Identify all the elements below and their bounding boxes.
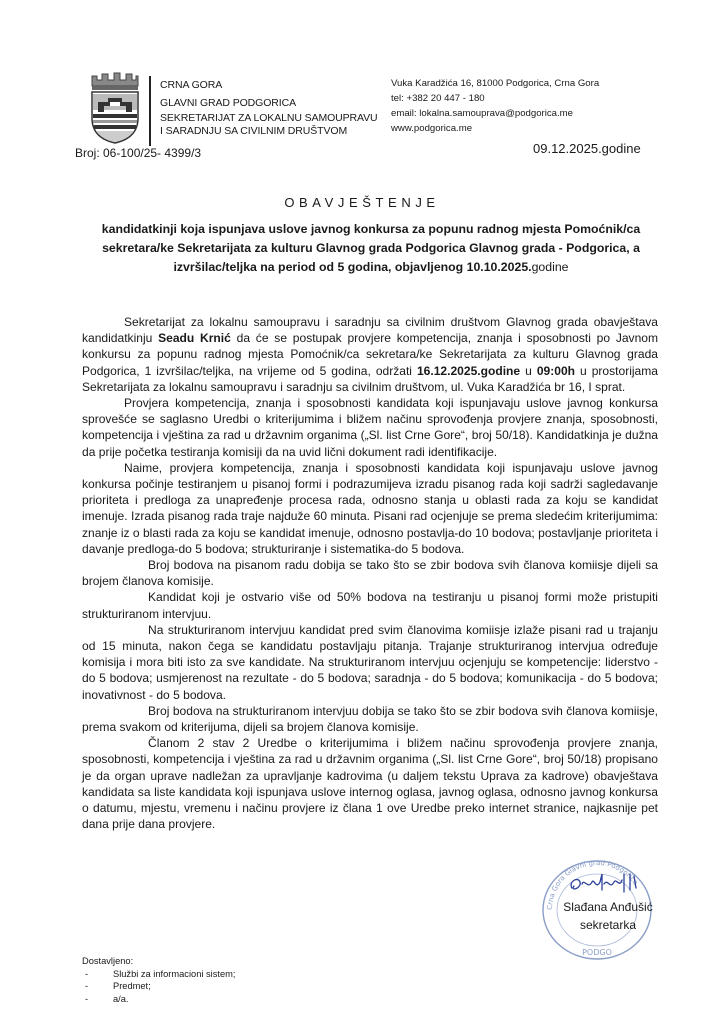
p1-text-d: u prostorijama Sekretarijata za lokalnu samoupravu i saradnju sa civilnim društvom, ul. Vuka Karadžića br 16, I sprat. (82, 363, 658, 394)
bullet-dash: - (85, 993, 89, 1004)
document-body (82, 314, 658, 833)
test-time: 09:00h (536, 363, 575, 378)
paragraph-2: Provjera kompetencija, znanja i sposobnosti kandidata koji ispunjavaju uslove javnog konkursa sprovešće se saglasno Uredbi o kriterijumima i bližem načinu sprovođenja provjere znanja, sposobnosti, kompetencija i vještina za rad u državnim organima („Sl. list Crne Gore“, broj 50/18). Kandidatkinja je dužna da prije početka testiranja komisiji da na uvid lični dokument radi identifikacije. (82, 396, 658, 459)
document-subtitle (82, 220, 660, 277)
org-city: GLAVNI GRAD PODGORICA (160, 97, 296, 109)
subtitle-text: kandidatkinji koja ispunjava uslove javnog konkursa za popunu radnog mjesta Pomoćnik/ca sekretara/ke Sekretarijata za kulturu Glavnog grada Podgorica Glavnog grada - Podgorica, a izvršilac/teljka na period od 5 godina, objavljenog 10.10.2025. (101, 222, 641, 274)
org-department-line2: I SARADNJU SA CIVILNIM DRUŠTVOM (160, 125, 348, 137)
paragraph-4: Broj bodova na pisanom radu dobija se tako što se zbir bodova svih članova komiisje dijeli sa brojem članova komisije. (82, 558, 658, 589)
distribution-item (82, 993, 235, 1006)
distribution-label: Dostavljeno: (82, 956, 134, 966)
distribution-item-text: Službi za informacioni sistem; (113, 968, 236, 979)
contact-phone: tel: +382 20 447 - 180 (391, 93, 485, 104)
distribution-item (82, 980, 235, 993)
contact-website[interactable]: www.podgorica.me (391, 123, 473, 134)
document-date: 09.12.2025.godine (533, 141, 641, 156)
bullet-dash: - (85, 981, 89, 991)
handwritten-signature (566, 868, 646, 898)
signatory-block (563, 898, 653, 934)
paragraph-7: Broj bodova na strukturiranom intervjuu dobija se tako što se zbir bodova svih članova komiisje, prema svakom od kriterijuma, dijeli sa brojem članova komisije. (82, 703, 658, 735)
org-country: CRNA GORA (160, 79, 223, 91)
document-title: OBAVJEŠTENJE (284, 195, 440, 210)
paragraph-3: Naime, provjera kompetencija, znanja i sposobnosti kandidata koji ispunjavaju uslove javnog konkursa počinje testiranjem u pisanoj formi i podrazumijeva izradu pisanog rada koji sadrži sagledavanje prioriteta i predloga za unapređenje procesa rada, odnosno stanja u oblasti rada za koju se kandidat imenuje. Izrada pisanog rada traje najduže 60 minuta. Pisani rad ocjenjuje se prema sledećim kriterijumima: znanje iz o blasti rada za koju se kandidat imenuje, odnosno postavlja-do 10 bodova; postavljanje prioriteta i davanje predloga-do 5 bodova; strukturiranje i sistematika-do 5 bodova. (82, 460, 658, 556)
subtitle-suffix: godine (531, 260, 569, 274)
distribution-item (82, 968, 235, 981)
p1-text-b: da će se postupak provjere kompetencija, znanja i sposobnosti po Javnom konkursu za popunu radnog mjesta Pomoćnik/ca sekretara/ke Sekretarijata za kulturu Glavnog grada Podgorica, 1 izvršilac/teljka, na vrijeme od 5 godina, održati (82, 331, 659, 378)
paragraph-1 (82, 314, 658, 395)
bullet-dash: - (85, 968, 89, 979)
p1-text-a: Sekretarijat za lokalnu samoupravu i saradnju sa civilnim društvom Glavnog grada obavještava kandidatkinju (82, 315, 658, 346)
paragraph-8: Članom 2 stav 2 Uredbe o kriterijumima i bližem načinu sprovođenja provjere znanja, sposobnosti, kompetencija i vještina za rad u državnim organima („Sl. list Crne Gore“, broj 50/18) propisano je da organ uprave nadležan za upravljanje kadrovima (u daljem tekstu Uprava za kadrove) obavještava kandidata sa liste kandidata koji ispunjava uslove internog oglasa, javnog oglasa, odnosno javnog konkursa o datumu, mjestu, vremenu i načinu provjere iz člana 1 ove Uredbe preko internet stranice, najkasnije pet dana prije dana provjere. (82, 736, 658, 832)
coat-of-arms-logo (88, 72, 140, 144)
paragraph-5: Kandidat koji je ostvario više od 50% bodova na testiranju u pisanoj formi može pristupiti strukturiranom intervjuu. (82, 590, 658, 621)
signatory-name: Slađana Anđušić (563, 900, 653, 914)
distribution-item-text: a/a. (113, 993, 129, 1004)
header-divider (149, 76, 151, 146)
organization-block (160, 76, 378, 138)
distribution-item-text: Predmet; (113, 981, 151, 991)
contact-email[interactable]: email: lokalna.samouprava@podgorica.me (391, 108, 573, 119)
signatory-role: sekretarka (579, 918, 637, 932)
test-date: 16.12.2025.godine (416, 363, 521, 378)
contact-address: Vuka Karadžića 16, 81000 Podgorica, Crna Gora (391, 78, 600, 89)
stamp-bottom-text: PODGO (582, 948, 612, 957)
org-department-line1: SEKRETARIJAT ZA LOKALNU SAMOUPRAVU (160, 112, 378, 124)
candidate-name: Seadu Krnić (158, 331, 231, 346)
paragraph-6: Na strukturiranom intervjuu kandidat pred svim članovima komiisje izlaže pisani rad u trajanju od 15 minuta, nakon čega se kandidatu postavljaju pitanja. Trajanje strukturiranog intervjua određuje komisija i mora biti isto za sve kandidate. Na strukturiranom intervjuu ocjenjuju se kompetencije: liderstvo - do 5 bodova; usmjerenost na rezultate - do 5 bodova; saradnja - do 5 bodova; komunikacija - do 5 bodova; inovativnost - do 5 bodova. (82, 622, 658, 702)
distribution-list (82, 955, 235, 1005)
document-number: Broj: 06-100/25- 4399/3 (75, 146, 202, 160)
contact-block (391, 76, 599, 136)
p1-text-c: u (520, 363, 537, 378)
stamp-text: Crna Gora Glavni grad Podgorica (545, 858, 640, 911)
